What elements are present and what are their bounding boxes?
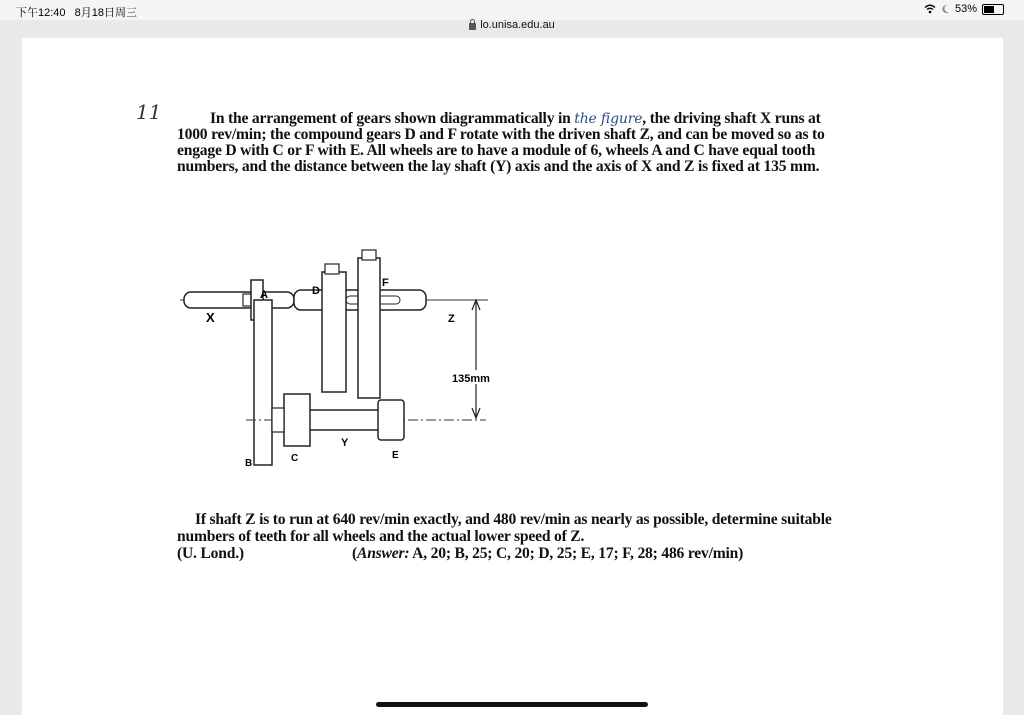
- label-f: F: [382, 277, 389, 289]
- status-time: 下午12:40: [16, 7, 66, 19]
- followup-text: [177, 511, 857, 562]
- problem-text-end: , the driving shaft X runs at 1000 rev/min; the compound gears D and F rotate with the driven shaft Z, and can be moved so as to engage D with C or F with E. All wheels are to have a module of 6, wheels A and C have equal tooth numbers, and the distance between the lay shaft (Y) axis and the axis of X and Z is fixed at 135 mm.: [177, 110, 825, 175]
- gear-a-hub: [243, 294, 251, 306]
- gear-c-hub: [272, 408, 284, 432]
- gear-f: [358, 258, 380, 398]
- problem-text-start: In the arrangement of gears shown diagrammatically in: [210, 110, 571, 127]
- source-reference: (U. Lond.): [177, 545, 244, 562]
- label-d: D: [312, 285, 320, 297]
- answer-values: A, 20; B, 25; C, 20; D, 25; E, 17; F, 28; 486 rev/min): [412, 545, 744, 562]
- battery-percent: 53%: [954, 3, 977, 15]
- label-z: Z: [448, 313, 455, 325]
- gear-diagram: [176, 236, 516, 476]
- gear-d: [322, 272, 346, 392]
- wifi-icon: [924, 4, 936, 14]
- label-y: Y: [341, 437, 349, 449]
- battery-icon: [982, 4, 1004, 15]
- followup-question: If shaft Z is to run at 640 rev/min exactly, and 480 rev/min as nearly as possible, determine suitable numbers of teeth for all wheels and the actual lower speed of Z.: [177, 511, 832, 545]
- answer-line: [177, 545, 857, 562]
- answer-open-paren: (: [352, 545, 357, 562]
- question-number: 11: [136, 100, 162, 124]
- handwritten-annotation: the figure: [574, 111, 643, 127]
- label-e: E: [392, 450, 399, 461]
- shaft-x: [184, 292, 294, 308]
- gear-d-flange: [325, 264, 339, 274]
- status-date: 8月18日周三: [74, 7, 137, 19]
- document-page: [22, 38, 1003, 715]
- answer-label: Answer:: [357, 545, 410, 562]
- label-c: C: [291, 453, 299, 464]
- gear-c: [284, 394, 310, 446]
- label-a: A: [260, 289, 268, 301]
- url-bar[interactable]: [0, 14, 1024, 36]
- label-b: B: [245, 458, 253, 469]
- dimension-arrow: [426, 300, 488, 418]
- label-135mm: 135mm: [452, 373, 490, 385]
- lock-icon: [469, 23, 476, 30]
- url-text: lo.unisa.edu.au: [480, 19, 555, 31]
- answer-text: [352, 545, 743, 562]
- label-x: X: [206, 310, 215, 325]
- battery-fill: [984, 6, 994, 13]
- gear-e: [378, 400, 404, 440]
- gear-b: [254, 300, 272, 465]
- home-indicator[interactable]: [376, 702, 648, 707]
- problem-text: [177, 111, 847, 175]
- gear-f-flange: [362, 250, 376, 260]
- moon-icon: [941, 4, 950, 14]
